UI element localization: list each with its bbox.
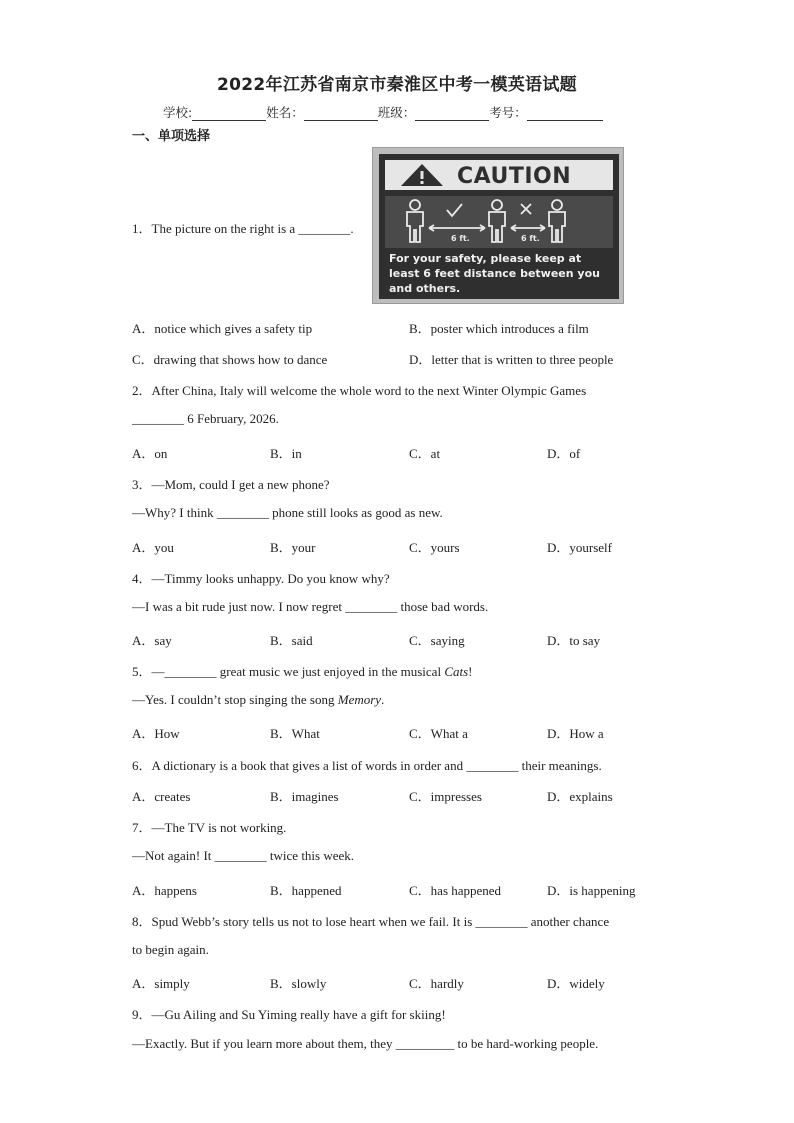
q5-end: ! xyxy=(468,664,473,679)
q5-reply: —Yes. I couldn’t stop singing the song xyxy=(132,692,338,707)
q1-option-d[interactable]: D．letter that is written to three people xyxy=(409,352,614,367)
question-9: 9．—Gu Ailing and Su Yiming really have a gift for skiing! xyxy=(132,1007,446,1022)
question-4-cont: —I was a bit rude just now. I now regret ________ those bad words. xyxy=(132,599,489,614)
caution-sign-image xyxy=(372,147,624,304)
q2-option-b[interactable]: B．in xyxy=(270,446,302,461)
name-blank[interactable] xyxy=(304,106,378,121)
caution-text: CAUTION xyxy=(457,164,572,189)
q5-italic-title: Cats xyxy=(444,664,469,679)
q2-option-c[interactable]: C．at xyxy=(409,446,441,461)
question-7-cont: —Not again! It ________ twice this week. xyxy=(132,848,355,863)
q3-option-d[interactable]: D．yourself xyxy=(547,540,612,555)
q5-option-c[interactable]: C．What a xyxy=(409,726,468,741)
q6-option-b[interactable]: B．imagines xyxy=(270,789,339,804)
q6-option-d[interactable]: D．explains xyxy=(547,789,613,804)
q3-option-c[interactable]: C．yours xyxy=(409,540,460,555)
q5-option-a[interactable]: A．How xyxy=(132,726,180,741)
q4-option-c[interactable]: C．saying xyxy=(409,633,465,648)
people-distance-icon xyxy=(385,196,613,248)
student-info-row xyxy=(163,103,603,121)
q5-option-d[interactable]: D．How a xyxy=(547,726,604,741)
q7-option-a[interactable]: A．happens xyxy=(132,883,197,898)
q8-option-a[interactable]: A．simply xyxy=(132,976,190,991)
question-2: 2．After China, Italy will welcome the whole word to the next Winter Olympic Games xyxy=(132,383,587,398)
q4-option-d[interactable]: D．to say xyxy=(547,633,601,648)
question-9-cont: —Exactly. But if you learn more about them, they _________ to be hard-working people. xyxy=(132,1036,599,1051)
question-8-cont: to begin again. xyxy=(132,942,209,957)
right-distance-label: 6 ft. xyxy=(521,234,540,243)
q4-option-a[interactable]: A．say xyxy=(132,633,172,648)
question-3-cont: —Why? I think ________ phone still looks as good as new. xyxy=(132,505,443,520)
q6-option-c[interactable]: C．impresses xyxy=(409,789,482,804)
q8-option-b[interactable]: B．slowly xyxy=(270,976,327,991)
q7-option-b[interactable]: B．happened xyxy=(270,883,342,898)
q2-option-d[interactable]: D．of xyxy=(547,446,581,461)
q6-option-a[interactable]: A．creates xyxy=(132,789,191,804)
q1-option-b[interactable]: B．poster which introduces a film xyxy=(409,321,589,336)
q8-option-c[interactable]: C．hardly xyxy=(409,976,464,991)
warning-triangle-icon xyxy=(399,163,445,187)
class-blank[interactable] xyxy=(415,106,489,121)
caution-banner xyxy=(385,160,613,190)
q5-reply-end: . xyxy=(381,692,385,707)
sign-message: For your safety, please keep at least 6 feet distance between you and others. xyxy=(389,252,600,295)
question-8: 8．Spud Webb’s story tells us not to lose heart when we fail. It is ________ another chance xyxy=(132,914,610,929)
name-label: 姓名： xyxy=(266,105,304,120)
left-distance-label: 6 ft. xyxy=(451,234,470,243)
question-1: 1．The picture on the right is a ________. xyxy=(132,221,354,236)
q3-option-a[interactable]: A．you xyxy=(132,540,174,555)
q2-option-a[interactable]: A．on xyxy=(132,446,168,461)
q7-option-c[interactable]: C．has happened xyxy=(409,883,502,898)
distance-figures xyxy=(385,196,613,248)
class-label: 班级： xyxy=(377,105,416,120)
q1-option-a[interactable]: A．notice which gives a safety tip xyxy=(132,321,313,336)
question-5 xyxy=(132,661,473,680)
question-7: 7．—The TV is not working. xyxy=(132,820,287,835)
q4-option-b[interactable]: B．said xyxy=(270,633,313,648)
q5-option-b[interactable]: B．What xyxy=(270,726,320,741)
q5-italic-song: Memory xyxy=(337,692,382,707)
q8-option-d[interactable]: D．widely xyxy=(547,976,605,991)
school-label: 学校: xyxy=(163,105,193,120)
number-blank[interactable] xyxy=(527,106,603,121)
section-heading: 一、单项选择 xyxy=(132,129,211,144)
question-4: 4．—Timmy looks unhappy. Do you know why? xyxy=(132,571,390,586)
q1-option-c[interactable]: C．drawing that shows how to dance xyxy=(132,352,328,367)
question-3: 3．—Mom, could I get a new phone? xyxy=(132,477,330,492)
q5-text: 5．—________ great music we just enjoyed in the musical xyxy=(132,664,445,679)
number-label: 考号： xyxy=(489,105,527,120)
question-6: 6．A dictionary is a book that gives a list of words in order and ________ their meanings. xyxy=(132,758,602,773)
school-blank[interactable] xyxy=(192,106,266,121)
question-5-cont xyxy=(132,692,384,708)
question-2-cont: ________ 6 February, 2026. xyxy=(132,411,279,426)
page-title: 2022年江苏省南京市秦淮区中考一模英语试题 xyxy=(217,75,577,95)
q3-option-b[interactable]: B．your xyxy=(270,540,316,555)
q7-option-d[interactable]: D．is happening xyxy=(547,883,636,898)
